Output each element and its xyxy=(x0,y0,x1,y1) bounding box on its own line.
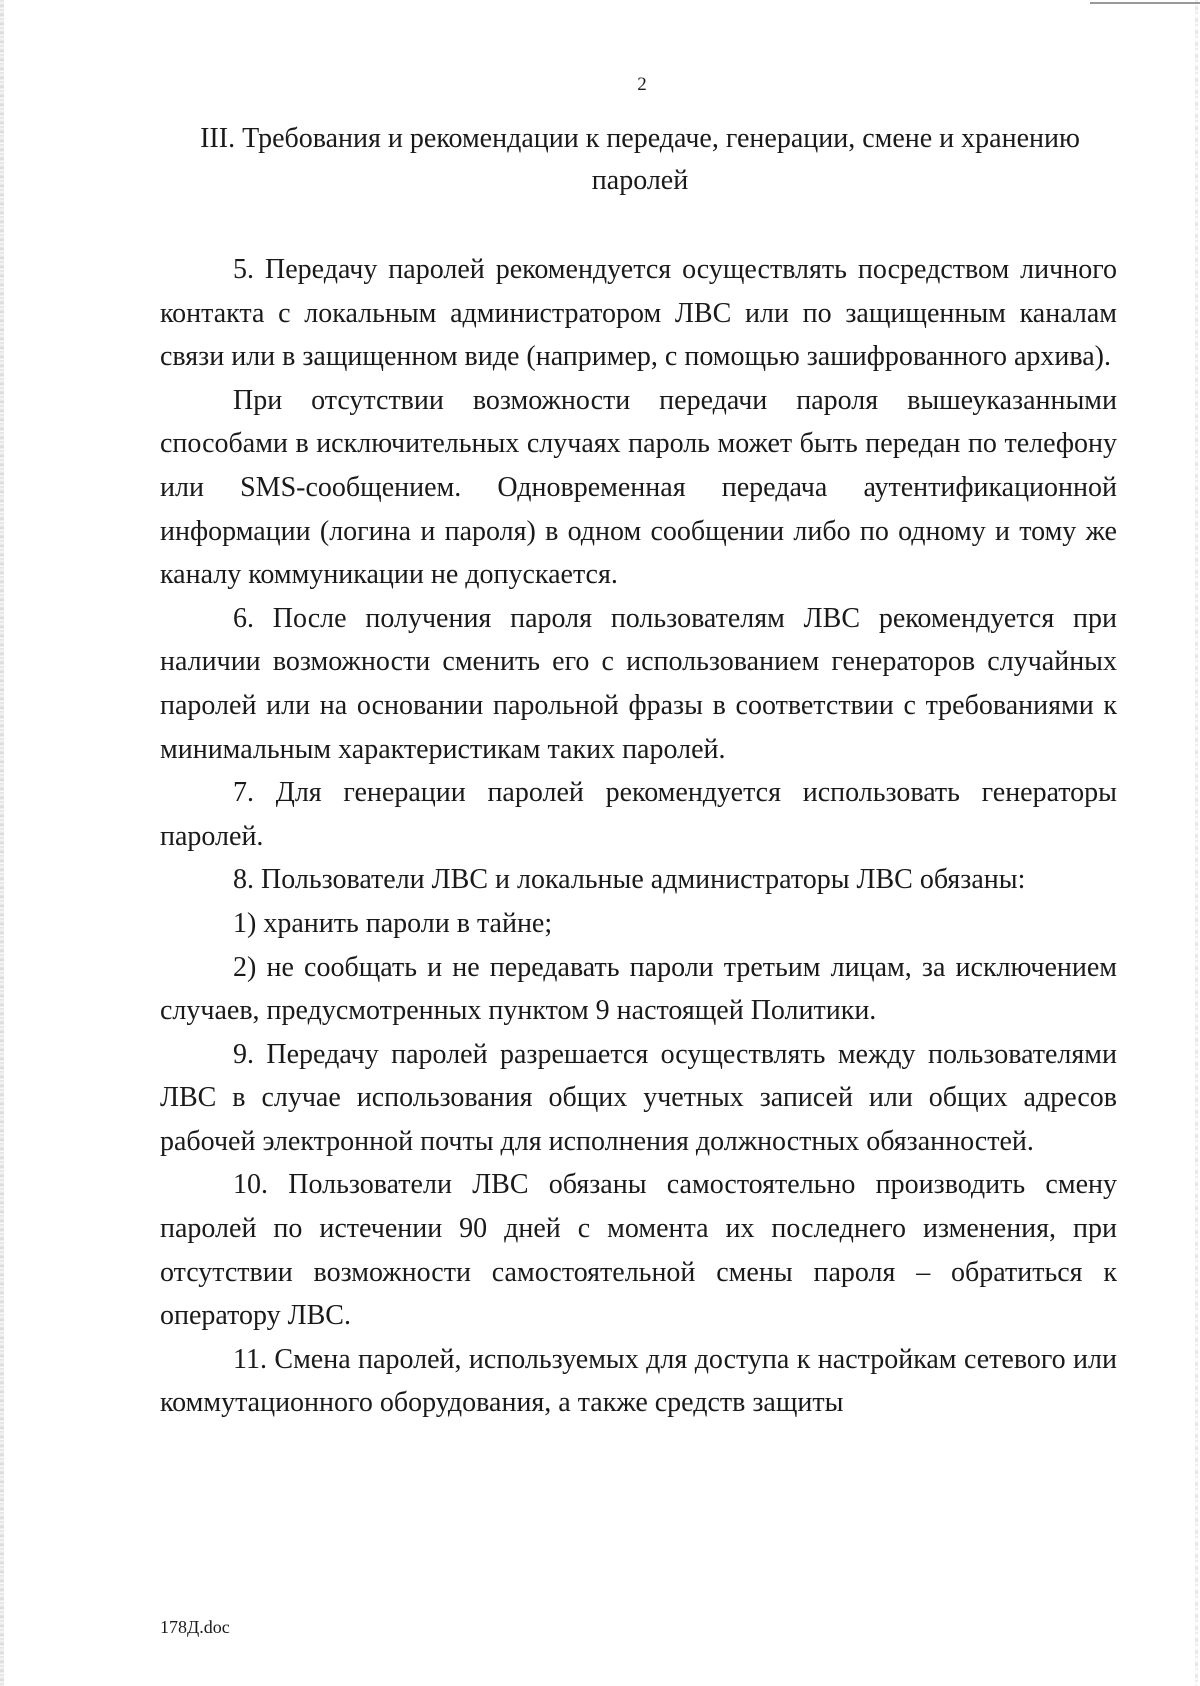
paragraph-8-item-1: 1) хранить пароли в тайне; xyxy=(233,907,553,939)
paragraph-5-continued: При отсутствии возможности передачи пароля вышеуказанными способами в исключительных случаях пароль может быть передан по телефону или SMS-сообщением. Одновременная передача аутентификационной информации (логина и пароля) в одном сообщении либо по одному и тому же каналу коммуникации не допускается. xyxy=(160,384,1117,591)
paragraph-6: 6. После получения пароля пользователям ЛВС рекомендуется при наличии возможности сменить его с использованием генераторов случайных паролей или на основании парольной фразы в соответствии с требованиями к минимальным характеристикам таких паролей. xyxy=(160,602,1117,765)
scan-edge-right xyxy=(1195,0,1198,1686)
scan-edge-left xyxy=(0,0,4,1686)
paragraph-8-item-2: 2) не сообщать и не передавать пароли третьим лицам, за исключением случаев, предусмотренных пунктом 9 настоящей Политики. xyxy=(160,951,1117,1027)
scan-top-line xyxy=(1090,2,1200,4)
section-heading: III. Требования и рекомендации к передаче, генерации, смене и хранению паролей xyxy=(200,123,1080,196)
paragraph-10: 10. Пользователи ЛВС обязаны самостоятельно производить смену паролей по истечении 90 дней с момента их последнего изменения, при отсутствии возможности самостоятельной смены пароля – обратиться к оператору ЛВС. xyxy=(160,1169,1117,1332)
paragraph-11: 11. Смена паролей, используемых для доступа к настройкам сетевого или коммутационного оборудования, а также средств защиты xyxy=(160,1343,1117,1419)
paragraph-5: 5. Передачу паролей рекомендуется осуществлять посредством личного контакта с локальным администратором ЛВС или по защищенным каналам связи или в защищенном виде (например, с помощью зашифрованного архива). xyxy=(160,254,1117,373)
file-name-footer: 178Д.doc xyxy=(160,1617,230,1637)
paragraph-7: 7. Для генерации паролей рекомендуется использовать генераторы паролей. xyxy=(160,777,1117,852)
body-text xyxy=(160,248,1117,1425)
paragraph-9: 9. Передачу паролей разрешается осуществлять между пользователями ЛВС в случае использования общих учетных записей или общих адресов рабочей электронной почты для исполнения должностных обязанностей. xyxy=(160,1038,1117,1157)
paragraph-8: 8. Пользователи ЛВС и локальные администраторы ЛВС обязаны: xyxy=(233,864,1026,896)
page-number: 2 xyxy=(637,74,647,95)
